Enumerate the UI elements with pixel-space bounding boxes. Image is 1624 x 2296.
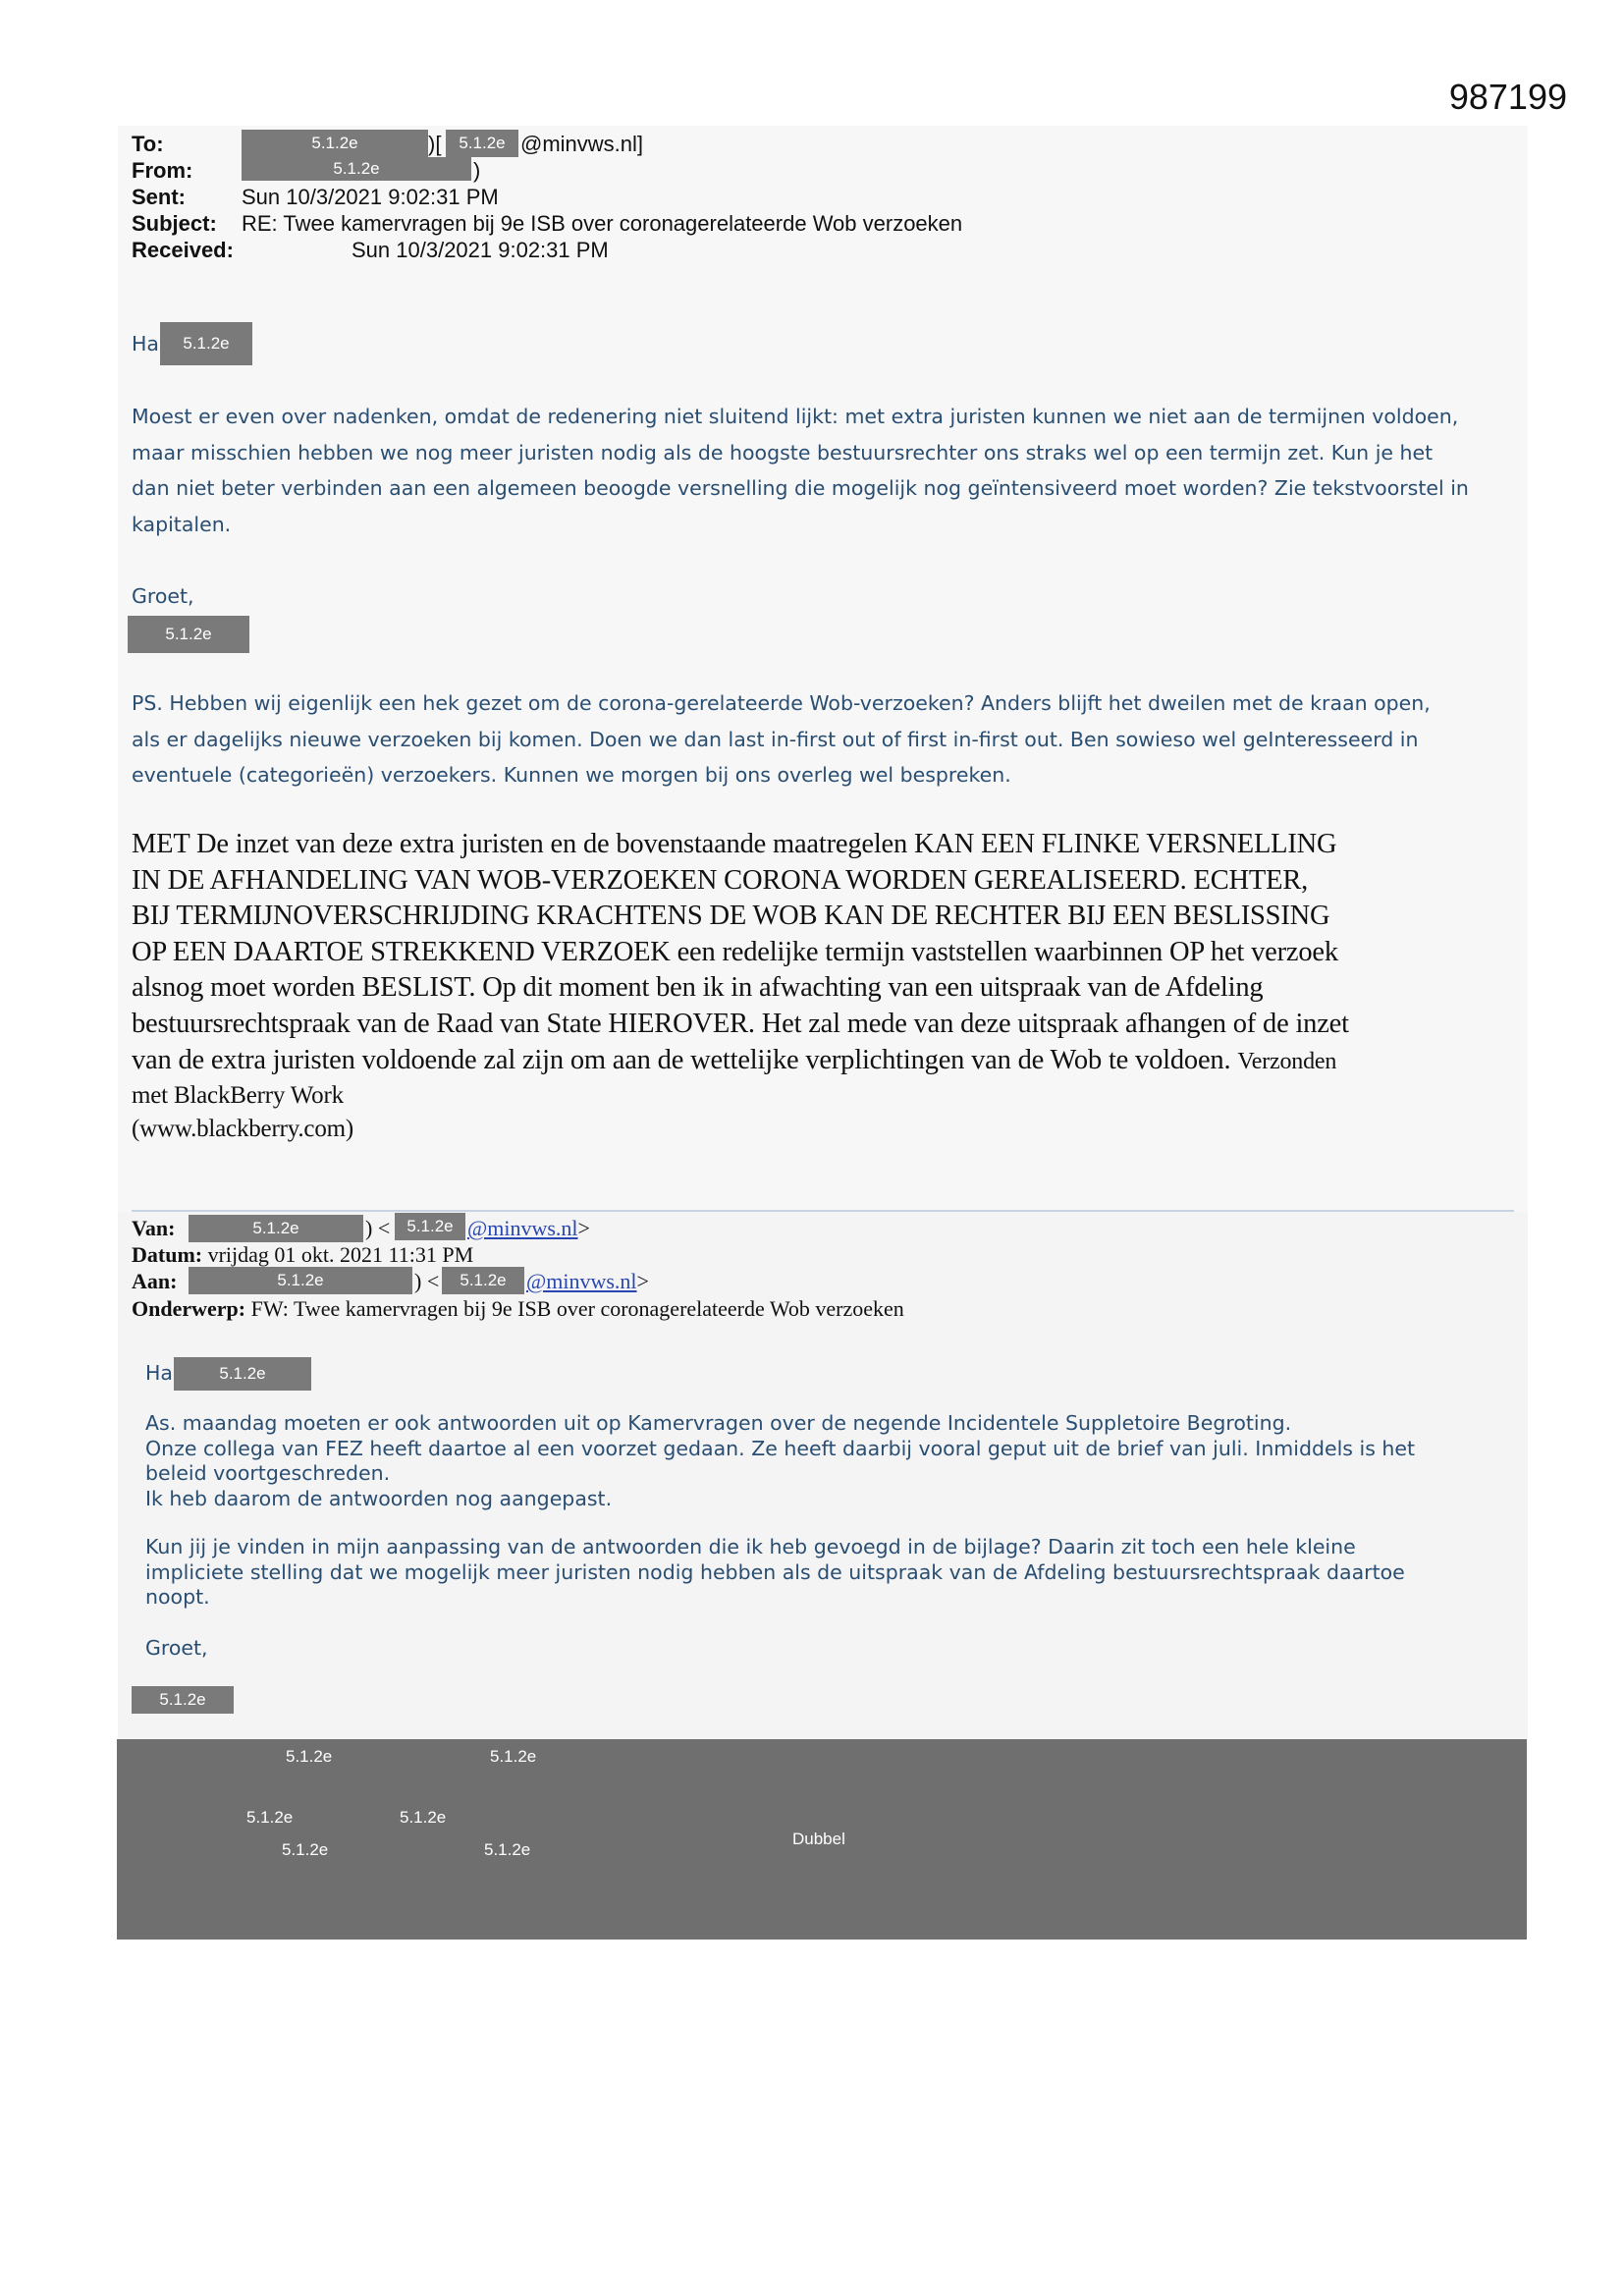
received-value: Sun 10/3/2021 9:02:31 PM: [352, 238, 609, 262]
redacted-to-email: 5.1.2e: [446, 130, 518, 157]
reply-body: [132, 399, 1526, 542]
proposal-line: BIJ TERMIJNOVERSCHRIJDING KRACHTENS DE WOB KAN DE RECHTER BIJ EEN BESLISSING: [132, 901, 1330, 932]
to-suffix: @minvws.nl]: [520, 132, 644, 156]
forward-body-2: [145, 1535, 1520, 1611]
redaction-label: 5.1.2e: [490, 1747, 537, 1766]
reply-body-line: dan niet beter verbinden aan een algemeen beoogde versnelling die mogelijk nog geïntensiveerd moet worden? Zie tekstvoorstel in: [132, 476, 1469, 500]
reply-body-line: maar misschien hebben we nog meer juristen nodig als de hoogste bestuursrechter ons straks wel op een termijn zet. Kun je het: [132, 440, 1434, 465]
redacted-forward-greeting-name: 5.1.2e: [174, 1357, 311, 1391]
forward-closing: Groet,: [145, 1636, 208, 1660]
proposal-line: MET De inzet van deze extra juristen en de bovenstaande maatregelen KAN EEN FLINKE VERSNELLING: [132, 829, 1337, 859]
reply-closing: Groet,: [132, 584, 194, 608]
proposal-text: [132, 827, 1536, 1146]
subject-label: Subject:: [132, 211, 217, 236]
redaction-label: 5.1.2e: [484, 1840, 531, 1859]
redaction-label: 5.1.2e: [400, 1808, 447, 1827]
redacted-footer-block: [117, 1739, 1527, 1940]
van-email[interactable]: @minvws.nl>: [467, 1216, 590, 1240]
from-paren: ): [473, 158, 481, 183]
forward-body-line: Ik heb daarom de antwoorden nog aangepast.: [145, 1486, 613, 1510]
ps-line: eventuele (categorieën) verzoekers. Kunnen we morgen bij ons overleg wel bespreken.: [132, 763, 1011, 787]
redacted-forward-signature: 5.1.2e: [132, 1686, 234, 1714]
van-bracket: ) <: [365, 1216, 391, 1240]
to-label: To:: [132, 132, 164, 156]
redacted-signature: 5.1.2e: [128, 616, 249, 653]
to-separator: )[: [428, 132, 442, 156]
proposal-line: IN DE AFHANDELING VAN WOB-VERZOEKEN CORONA WORDEN GEREALISEERD. ECHTER,: [132, 864, 1309, 896]
subject-value: RE: Twee kamervragen bij 9e ISB over coronagerelateerde Wob verzoeken: [242, 211, 963, 236]
signature-line: met BlackBerry Work: [132, 1082, 344, 1110]
ps-line: als er dagelijks nieuwe verzoeken bij komen. Doen we dan last in-first out of first in-first out. Ben sowieso wel geInteresseerd in: [132, 727, 1419, 751]
redacted-van-email: 5.1.2e: [395, 1213, 465, 1240]
aan-bracket: ) <: [414, 1269, 440, 1293]
sent-label: Sent:: [132, 185, 186, 209]
document-number: 987199: [1448, 77, 1567, 117]
proposal-line: bestuursrechtspraak van de Raad van State HIEROVER. Het zal mede van deze uitspraak afhangen of de inzet: [132, 1008, 1349, 1039]
forward-body-line: Onze collega van FEZ heeft daartoe al een voorzet gedaan. Ze heeft daarbij vooral geput uit de brief van juli. Inmiddels is het: [145, 1436, 1416, 1460]
forward-body-1: [145, 1411, 1520, 1511]
reply-body-line: kapitalen.: [132, 512, 232, 536]
signature-inline: Verzonden: [1237, 1048, 1337, 1074]
from-label: From:: [132, 158, 193, 183]
sent-value: Sun 10/3/2021 9:02:31 PM: [242, 185, 499, 209]
received-label: Received:: [132, 238, 234, 262]
signature-link: (www.blackberry.com): [132, 1116, 353, 1143]
forward-body-line: noopt.: [145, 1585, 210, 1609]
redacted-van-name: 5.1.2e: [189, 1215, 363, 1242]
proposal-line: alsnog moet worden BESLIST. Op dit moment ben ik in afwachting van een uitspraak van de Afdeling: [132, 972, 1264, 1004]
redacted-aan-email: 5.1.2e: [442, 1267, 524, 1294]
aan-email[interactable]: @minvws.nl>: [526, 1269, 649, 1293]
datum-row: Datum: vrijdag 01 okt. 2021 11:31 PM: [132, 1242, 474, 1267]
proposal-line: van de extra juristen voldoende zal zijn om aan de wettelijke verplichtingen van de Wob te voldoen. Verzonden: [132, 1044, 1337, 1075]
redacted-greeting-name: 5.1.2e: [160, 322, 252, 365]
forward-greeting: Ha: [145, 1361, 173, 1385]
proposal-line: OP EEN DAARTOE STREKKEND VERZOEK een redelijke termijn vaststellen waarbinnen OP het verzoek: [132, 936, 1338, 967]
onderwerp-row: Onderwerp: FW: Twee kamervragen bij 9e ISB over coronagerelateerde Wob verzoeken: [132, 1296, 904, 1321]
redacted-to-name: 5.1.2e: [242, 130, 428, 157]
ps-text: [132, 685, 1526, 793]
redacted-from-name: 5.1.2e: [242, 157, 471, 181]
aan-label: Aan:: [132, 1269, 178, 1293]
forward-body-line: As. maandag moeten er ook antwoorden uit op Kamervragen over de negende Incidentele Suppletoire Begroting.: [145, 1411, 1292, 1435]
reply-body-line: Moest er even over nadenken, omdat de redenering niet sluitend lijkt: met extra juristen kunnen we niet aan de termijnen voldoen,: [132, 405, 1459, 428]
forward-body-line: Kun jij je vinden in mijn aanpassing van de antwoorden die ik heb gevoegd in de bijlage? Daarin zit toch een hele kleine: [145, 1535, 1356, 1558]
ps-line: PS. Hebben wij eigenlijk een hek gezet om de corona-gerelateerde Wob-verzoeken? Anders blijft het dweilen met de kraan open,: [132, 691, 1431, 715]
forward-body-line: impliciete stelling dat we mogelijk meer juristen nodig hebben als de uitspraak van de Afdeling bestuursrechtspraak daartoe: [145, 1559, 1405, 1584]
redaction-label: 5.1.2e: [282, 1840, 329, 1859]
redaction-label: 5.1.2e: [286, 1747, 333, 1766]
redaction-label: 5.1.2e: [246, 1808, 294, 1827]
forward-separator: [132, 1210, 1514, 1212]
forward-body-line: beleid voortgeschreden.: [145, 1461, 391, 1485]
van-label: Van:: [132, 1216, 176, 1240]
redacted-aan-name: 5.1.2e: [189, 1267, 412, 1294]
reply-greeting: Ha: [132, 332, 159, 355]
dubbel-label: Dubbel: [792, 1830, 845, 1848]
